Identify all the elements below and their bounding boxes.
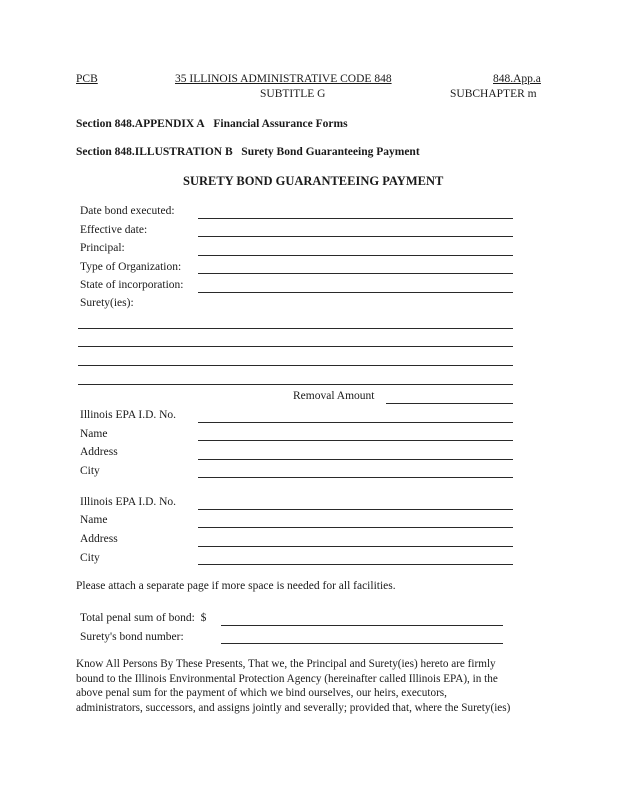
facility2-city-field[interactable] [198, 564, 513, 565]
type-org-label: Type of Organization: [80, 261, 182, 273]
facility2-name-field[interactable] [198, 527, 513, 528]
section-b-title: Surety Bond Guaranteeing Payment [241, 146, 420, 158]
removal-amount-field[interactable] [386, 403, 513, 404]
header-left: PCB [76, 73, 98, 85]
facility1-address-label: Address [80, 446, 118, 458]
paragraph-line: Know All Persons By These Presents, That we, the Principal and Surety(ies) hereto are firmly [76, 658, 496, 670]
facility1-name-label: Name [80, 428, 108, 440]
penal-sum-field[interactable] [221, 625, 503, 626]
surety-line[interactable] [78, 365, 513, 366]
sureties-label: Surety(ies): [80, 297, 134, 309]
header-subtitle: SUBTITLE G [260, 88, 326, 100]
date-executed-label: Date bond executed: [80, 205, 175, 217]
form-title: SURETY BOND GUARANTEEING PAYMENT [183, 174, 444, 188]
paragraph-line: administrators, successors, and assigns jointly and severally; provided that, where the Surety(ies) [76, 701, 511, 714]
penal-sum-text: Total penal sum of bond: [80, 612, 195, 624]
penal-sum-label [80, 612, 206, 624]
surety-line[interactable] [78, 328, 513, 329]
removal-amount-label: Removal Amount [293, 390, 375, 402]
section-b-heading [76, 146, 420, 158]
bond-number-field[interactable] [221, 643, 503, 644]
facility2-epa-id-label: Illinois EPA I.D. No. [80, 496, 177, 508]
body-paragraph [76, 657, 546, 715]
facility1-city-label: City [80, 465, 100, 477]
surety-line[interactable] [78, 384, 513, 385]
principal-field[interactable] [198, 255, 513, 256]
currency-symbol: $ [200, 612, 207, 624]
facility2-address-label: Address [80, 533, 118, 545]
facility1-name-field[interactable] [198, 440, 513, 441]
section-a-heading [76, 118, 348, 130]
facility1-city-field[interactable] [198, 477, 513, 478]
effective-date-label: Effective date: [80, 224, 148, 236]
effective-date-field[interactable] [198, 236, 513, 237]
surety-line[interactable] [78, 346, 513, 347]
section-a-title: Financial Assurance Forms [213, 118, 348, 130]
type-org-field[interactable] [198, 273, 513, 274]
attach-note: Please attach a separate page if more space is needed for all facilities. [76, 580, 396, 592]
header-subchapter: SUBCHAPTER m [450, 88, 537, 100]
facility1-epa-id-field[interactable] [198, 422, 513, 423]
header-center: 35 ILLINOIS ADMINISTRATIVE CODE 848 [175, 73, 392, 85]
facility1-epa-id-label: Illinois EPA I.D. No. [80, 409, 177, 421]
state-inc-field[interactable] [198, 292, 513, 293]
facility2-address-field[interactable] [198, 546, 513, 547]
facility1-address-field[interactable] [198, 459, 513, 460]
bond-number-label: Surety's bond number: [80, 631, 184, 643]
facility2-name-label: Name [80, 514, 108, 526]
paragraph-line: bound to the Illinois Environmental Protection Agency (hereinafter called Illinois EPA), in the [76, 672, 498, 685]
date-executed-field[interactable] [198, 218, 513, 219]
paragraph-line: above penal sum for the payment of which we bind ourselves, our heirs, executors, [76, 687, 447, 699]
section-a-label: Section 848.APPENDIX A [76, 118, 205, 130]
state-inc-label: State of incorporation: [80, 279, 184, 291]
facility2-city-label: City [80, 552, 100, 564]
principal-label: Principal: [80, 242, 125, 254]
facility2-epa-id-field[interactable] [198, 509, 513, 510]
section-b-label: Section 848.ILLUSTRATION B [76, 146, 233, 158]
header-right: 848.App.a [493, 73, 541, 85]
